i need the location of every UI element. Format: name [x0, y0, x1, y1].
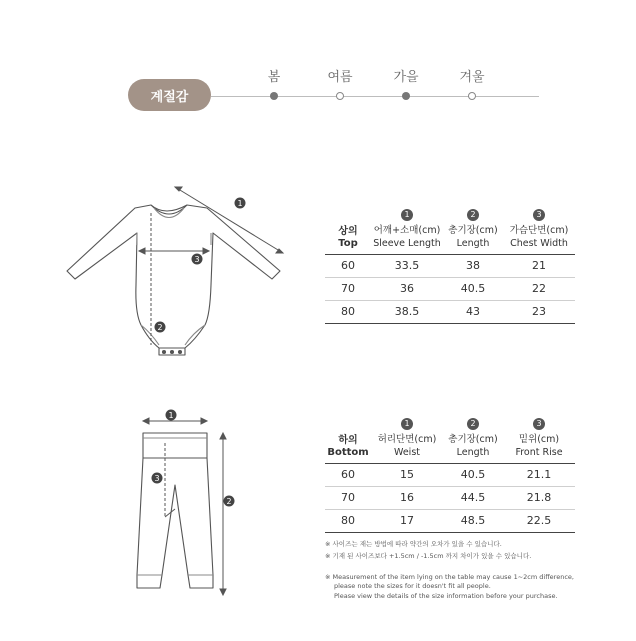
- table-cell: 15: [371, 463, 443, 486]
- bottom-col1-ko: 허리단면(cm): [377, 433, 437, 445]
- table-cell: 60: [325, 463, 371, 486]
- top-col1-num-icon: 1: [401, 209, 413, 221]
- bottom-col3-ko: 밑위(cm): [518, 433, 560, 445]
- pants-marker-1-label: 1: [168, 411, 174, 420]
- table-cell: 43: [443, 300, 503, 323]
- table-row: [325, 463, 575, 486]
- top-col3-ko: 가슴단면(cm): [509, 224, 569, 236]
- table-cell: 44.5: [443, 486, 503, 509]
- bottom-col2-ko: 총기장(cm): [448, 433, 498, 445]
- season-summer-dot: [336, 92, 344, 100]
- table-cell: 17: [371, 509, 443, 532]
- season-spring-dot: [270, 92, 278, 100]
- season-label: 계절감: [128, 79, 211, 111]
- marker-2-label: 2: [157, 323, 163, 332]
- top-col3-num-icon: 3: [533, 209, 545, 221]
- pants-diagram: [135, 405, 245, 600]
- table-cell: 38: [443, 254, 503, 277]
- bottom-col2-en: Length: [456, 446, 490, 458]
- bottom-label-en: Bottom: [327, 446, 369, 458]
- table-cell: 70: [325, 486, 371, 509]
- table-row: [325, 486, 575, 509]
- season-autumn-dot: [402, 92, 410, 100]
- table-cell: 36: [371, 277, 443, 300]
- pants-marker-3-label: 3: [154, 474, 160, 483]
- season-line: [211, 96, 539, 97]
- table-row: [325, 509, 575, 532]
- top-col2-en: Length: [456, 237, 490, 249]
- season-autumn: 가을: [393, 70, 419, 85]
- top-col2-num-icon: 2: [467, 209, 479, 221]
- table-cell: 60: [325, 254, 371, 277]
- top-col2-ko: 총기장(cm): [448, 224, 498, 236]
- bottom-label-ko: 하의: [338, 434, 358, 446]
- note-korean-2: ※ 기재 된 사이즈보다 +1.5cm / -1.5cm 까지 차이가 있을 수 있습니다.: [325, 552, 532, 560]
- bottom-col1-num-icon: 1: [401, 418, 413, 430]
- table-cell: 40.5: [443, 277, 503, 300]
- note-korean-1: ※ 사이즈는 재는 방법에 따라 약간의 오차가 있을 수 있습니다.: [325, 540, 502, 548]
- season-spring: 봄: [267, 70, 281, 85]
- top-col3-en: Chest Width: [510, 237, 568, 249]
- table-cell: 21: [503, 254, 575, 277]
- table-cell: 80: [325, 300, 371, 323]
- table-row: [325, 300, 575, 323]
- table-cell: 22.5: [503, 509, 575, 532]
- marker-3-label: 3: [194, 255, 200, 264]
- marker-1-label: 1: [237, 199, 243, 208]
- table-cell: 23: [503, 300, 575, 323]
- table-cell: 21.8: [503, 486, 575, 509]
- table-cell: 33.5: [371, 254, 443, 277]
- bottom-col3-en: Front Rise: [515, 446, 563, 458]
- top-label-ko: 상의: [338, 225, 358, 237]
- season-winter: 겨울: [459, 70, 485, 85]
- note-english-3: Please view the details of the size information before your purchase.: [334, 592, 558, 600]
- note-english-2: please note the sizes for it doesn't fit all people.: [334, 582, 491, 590]
- pants-marker-2-label: 2: [226, 497, 232, 506]
- bodysuit-diagram: [55, 175, 295, 370]
- table-cell: 70: [325, 277, 371, 300]
- table-cell: 48.5: [443, 509, 503, 532]
- table-row: [325, 277, 575, 300]
- note-english-1: ※ Measurement of the item lying on the table may cause 1~2cm difference,: [325, 573, 574, 581]
- top-col1-en: Sleeve Length: [373, 237, 441, 249]
- bottom-col3-num-icon: 3: [533, 418, 545, 430]
- table-cell: 22: [503, 277, 575, 300]
- season-summer: 여름: [327, 70, 353, 85]
- table-row: [325, 254, 575, 277]
- bottom-col1-en: Weist: [394, 446, 420, 458]
- top-col1-ko: 어깨+소매(cm): [373, 224, 441, 236]
- table-cell: 16: [371, 486, 443, 509]
- table-cell: 80: [325, 509, 371, 532]
- top-label-en: Top: [338, 237, 358, 249]
- table-cell: 40.5: [443, 463, 503, 486]
- table-cell: 21.1: [503, 463, 575, 486]
- table-cell: 38.5: [371, 300, 443, 323]
- top-size-table: [325, 206, 575, 324]
- bottom-size-table: [325, 415, 575, 533]
- season-winter-dot: [468, 92, 476, 100]
- bottom-col2-num-icon: 2: [467, 418, 479, 430]
